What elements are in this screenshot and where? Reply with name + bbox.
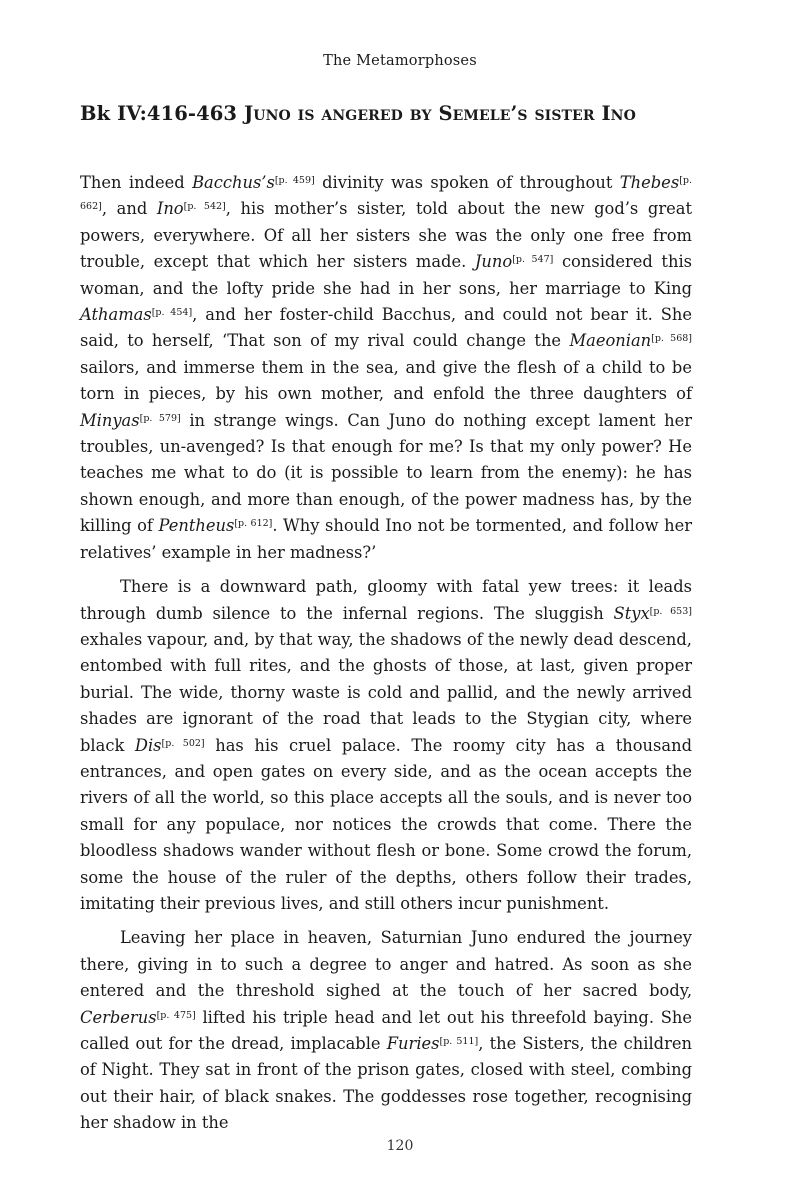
text-run: Leaving her place in heaven, Saturnian Juno endured the journey there, giving in to such a degree to anger and hatred. As soon as she entered and the threshold sighed at the touch of her sacred body, xyxy=(80,928,692,1001)
text-run: sailors, and immerse them in the sea, and give the flesh of a child to be torn in pieces, by his own mother, and enfold the three daughters of xyxy=(80,357,692,404)
name-maeonian: Maeonian xyxy=(569,331,652,351)
page-ref-link[interactable]: [p. 502] xyxy=(161,737,205,749)
section-title xyxy=(80,102,720,125)
text-run: lifted his triple head and let out his threefold baying. She called out for the dread, implacable xyxy=(80,1007,692,1053)
page-ref-link[interactable]: [p. 459] xyxy=(274,175,315,186)
page-ref-link[interactable]: [p. 653] xyxy=(649,605,692,617)
text-run: , the Sisters, the children of Night. They sat in front of the prison gates, closed with steel, combing out their hair, of black snakes. The goddesses rose together, recognising her shadow in the xyxy=(80,1034,693,1133)
page-ref-link[interactable]: [p. 454] xyxy=(151,307,193,319)
section-title-part-1: Juno is angered by xyxy=(243,102,432,125)
name-thebes: Thebes xyxy=(619,173,680,192)
text-run: in strange wings. Can Juno do nothing except lament her troubles, un-avenged? Is that enough for me? Is that my only power? He teaches me what to do (it is possible to learn from the enemy): he has shown enough, and more than enough, of the power madness has, by the killing of xyxy=(80,410,692,536)
page-number: 120 xyxy=(386,1138,414,1154)
name-athamas: Athamas xyxy=(80,305,152,325)
section-title-part-3: Ino xyxy=(601,102,636,125)
text-run: . Why should Ino not be tormented, and follow her relatives’ example in her madness?’ xyxy=(80,516,692,562)
paragraph-1 xyxy=(80,170,692,566)
text-run: has his cruel palace. The roomy city has a thousand entrances, and open gates on every side, and as the ocean accepts the rivers of all the world, so this place accepts all the souls, and is never too small for any populace, nor notices the crowds that come. There the bloodless shadows wander without flesh or bone. Some crowd the forum, some the house of the ruler of the depths, others follow their trades, imitating their previous lives, and still others incur punishment. xyxy=(80,735,692,913)
page-ref-link[interactable]: [p. 475] xyxy=(156,1009,196,1021)
text-run: There is a downward path, gloomy with fatal yew trees: it leads through dumb silence to the infernal regions. The sluggish xyxy=(80,577,692,623)
text-run: , and xyxy=(101,199,157,219)
text-run: Then indeed xyxy=(80,173,193,192)
section-reference: Bk IV:416-463 xyxy=(80,102,238,125)
name-juno: Juno xyxy=(474,252,513,272)
name-ino: Ino xyxy=(156,199,184,219)
page-ref-link[interactable]: [p. 579] xyxy=(139,412,181,424)
name-styx: Styx xyxy=(613,603,650,623)
paragraph-3 xyxy=(80,925,692,1136)
body-text xyxy=(80,170,692,1145)
page-ref-link[interactable]: [p. 511] xyxy=(439,1036,479,1047)
name-furies: Furies xyxy=(386,1034,440,1053)
name-pentheus: Pentheus xyxy=(158,516,235,536)
page-ref-link[interactable]: [p. 612] xyxy=(234,518,273,530)
name-cerberus: Cerberus xyxy=(80,1007,157,1027)
text-run: , his mother’s sister, told about the new god’s great powers, everywhere. Of all her sisters she was the only one free from trouble, except that which her sisters made. xyxy=(80,199,692,272)
page-ref-link[interactable]: [p. 568] xyxy=(651,333,692,345)
page-ref-link[interactable]: [p. 542] xyxy=(183,201,226,213)
text-run: divinity was spoken of throughout xyxy=(314,173,620,192)
name-dis: Dis xyxy=(134,735,162,755)
page-ref-link[interactable]: [p. 547] xyxy=(512,254,554,266)
text-run: exhales vapour, and, by that way, the shadows of the newly dead descend, entombed with full rites, and the ghosts of those, at last, given proper burial. The wide, thorny waste is cold and pallid, and the newly arrived shades are ignorant of the road that leads to the Stygian city, where black xyxy=(80,629,692,755)
text-run: considered this woman, and the lofty pride she had in her sons, her marriage to King xyxy=(80,252,693,298)
name-minyas: Minyas xyxy=(80,410,140,430)
running-header: The Metamorphoses xyxy=(323,53,477,69)
page-ref-link[interactable]: [p. 662] xyxy=(80,175,692,213)
paragraph-2 xyxy=(80,574,692,917)
text-run: , and her foster-child Bacchus, and could not bear it. She said, to herself, ‘That son of my rival could change the xyxy=(80,305,692,351)
section-title-part-2: Semele’s sister xyxy=(438,102,595,125)
name-bacchus: Bacchus’s xyxy=(192,173,275,192)
